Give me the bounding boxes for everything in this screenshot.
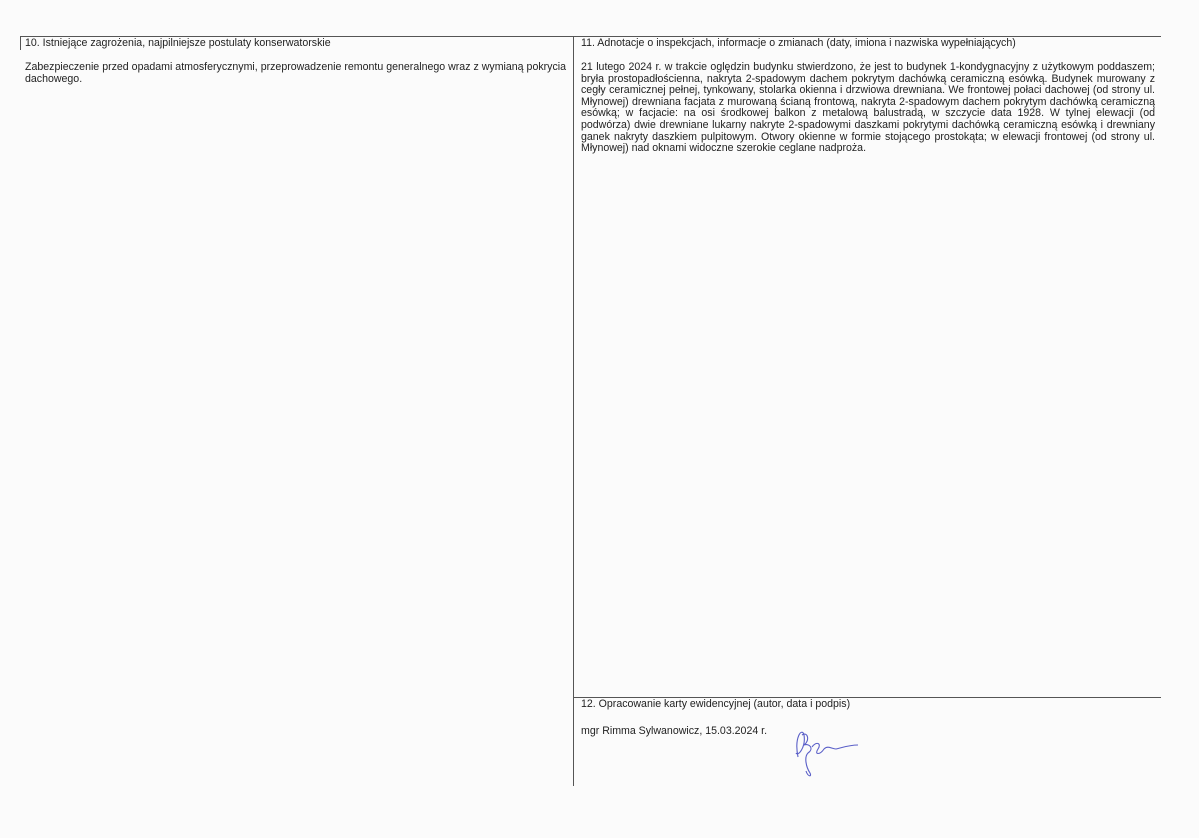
section10-body: Zabezpieczenie przed opadami atmosferycznymi, przeprowadzenie remontu generalnego wraz z wymianą pokrycia dachowego. xyxy=(25,61,566,85)
column-divider xyxy=(573,36,574,786)
section12-title: 12. Opracowanie karty ewidencyjnej (autor, data i podpis) xyxy=(581,698,851,710)
section11-body: 21 lutego 2024 r. w trakcie oględzin budynku stwierdzono, że jest to budynek 1-kondygnacyjny z użytkowym poddaszem; bryła prostopadłościenna, nakryta 2-spadowym dachem pokrytym dachówką ceramiczną esówką. Budynek murowany z cegły ceramicznej pełnej, tynkowany, stolarka okienna i drzwiowa drewniana. We frontowej połaci dachowej (od strony ul. Młynowej) drewniana facjata z murowaną ścianą frontową, nakryta 2-spadowym dachem pokrytym dachówką ceramiczną esówką; w facjacie: na osi środkowej balkon z metalową balustradą, w szczycie data 1928. W tylnej elewacji (od podwórza) dwie drewniane lukarny nakryte 2-spadowymi daszkami pokrytymi dachówką ceramiczną esówką i drewniany ganek nakryty daszkiem pulpitowym. Otwory okienne w formie stojącego prostokąta; w elewacji frontowej (od strony ul. Młynowej) nad oknami widoczne szerokie ceglane nadproża. xyxy=(581,61,1155,155)
section10-title: 10. Istniejące zagrożenia, najpilniejsze postulaty konserwatorskie xyxy=(25,37,331,49)
section11-title: 11. Adnotacje o inspekcjach, informacje o zmianach (daty, imiona i nazwiska wypełniających) xyxy=(581,37,1016,49)
signature xyxy=(790,727,870,779)
author-line: mgr Rimma Sylwanowicz, 15.03.2024 r. xyxy=(581,725,768,737)
left-border xyxy=(20,36,21,50)
